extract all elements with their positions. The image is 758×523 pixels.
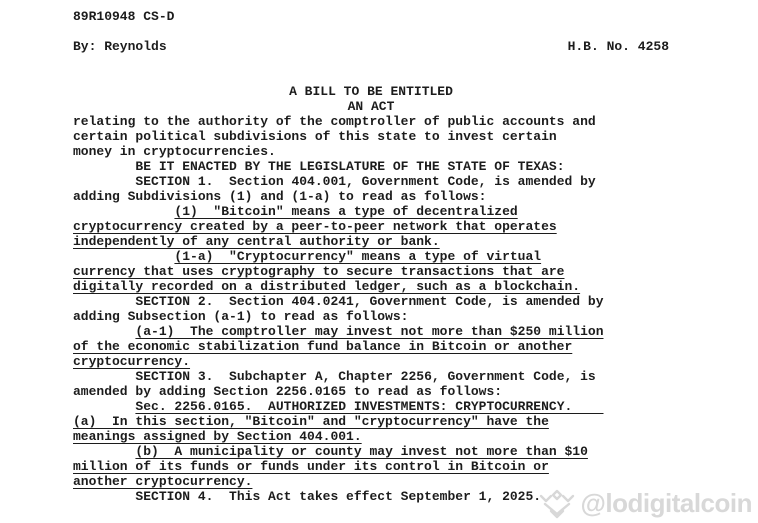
bill-line: (a-1) The comptroller may invest not more than $250 million <box>135 324 604 339</box>
bill-line: of the economic stabilization fund balance in Bitcoin or another <box>73 339 573 354</box>
bill-line: BE IT ENACTED BY THE LEGISLATURE OF THE STATE OF TEXAS: <box>135 159 565 174</box>
bill-line: SECTION 2. Section 404.0241, Government Code, is amended by <box>135 294 604 309</box>
bill-line: currency that uses cryptography to secure transactions that are <box>73 264 565 279</box>
bill-line: (a) In this section, "Bitcoin" and "cryptocurrency" have the <box>73 414 549 429</box>
bill-line: another cryptocurrency. <box>73 474 253 489</box>
watermark <box>538 487 752 519</box>
author-line: By: Reynolds <box>73 39 167 54</box>
bill-line: adding Subsection (a-1) to read as follows: <box>73 309 409 324</box>
bill-line: Sec. 2256.0165. AUTHORIZED INVESTMENTS: CRYPTOCURRENCY. <box>135 399 604 414</box>
title-block <box>73 84 669 114</box>
bill-line: digitally recorded on a distributed ledger, such as a blockchain. <box>73 279 581 294</box>
bill-line: certain political subdivisions of this state to invest certain <box>73 129 557 144</box>
bill-line: independently of any central authority or bank. <box>73 234 440 249</box>
bill-line: SECTION 1. Section 404.001, Government Code, is amended by <box>135 174 596 189</box>
bill-line: cryptocurrency. <box>73 354 191 369</box>
bill-caption: A BILL TO BE ENTITLED <box>289 84 453 99</box>
bill-body <box>73 114 669 504</box>
watermark-handle: @lodigitalcoin <box>580 487 752 518</box>
bill-line: SECTION 4. This Act takes effect September 1, 2025. <box>135 489 542 504</box>
filing-code: 89R10948 CS-D <box>73 9 175 24</box>
bill-line: amended by adding Section 2256.0165 to read as follows: <box>73 384 503 399</box>
bill-line: (b) A municipality or county may invest not more than $10 <box>135 444 588 459</box>
bill-line: relating to the authority of the comptroller of public accounts and <box>73 114 596 129</box>
bill-line: SECTION 3. Subchapter A, Chapter 2256, Government Code, is <box>135 369 596 384</box>
bill-line: (1-a) "Cryptocurrency" means a type of virtual <box>174 249 542 264</box>
bill-line: (1) "Bitcoin" means a type of decentralized <box>174 204 518 219</box>
act-caption: AN ACT <box>347 99 395 114</box>
bill-number: H.B. No. 4258 <box>567 39 669 54</box>
byline-row <box>73 39 669 54</box>
bill-line: million of its funds or funds under its control in Bitcoin or <box>73 459 549 474</box>
bill-line: cryptocurrency created by a peer-to-peer network that operates <box>73 219 557 234</box>
bill-line: adding Subdivisions (1) and (1-a) to read as follows: <box>73 189 487 204</box>
bill-line: money in cryptocurrencies. <box>73 144 276 159</box>
chevron-diamond-icon <box>538 487 576 519</box>
bill-line: meanings assigned by Section 404.001. <box>73 429 362 444</box>
